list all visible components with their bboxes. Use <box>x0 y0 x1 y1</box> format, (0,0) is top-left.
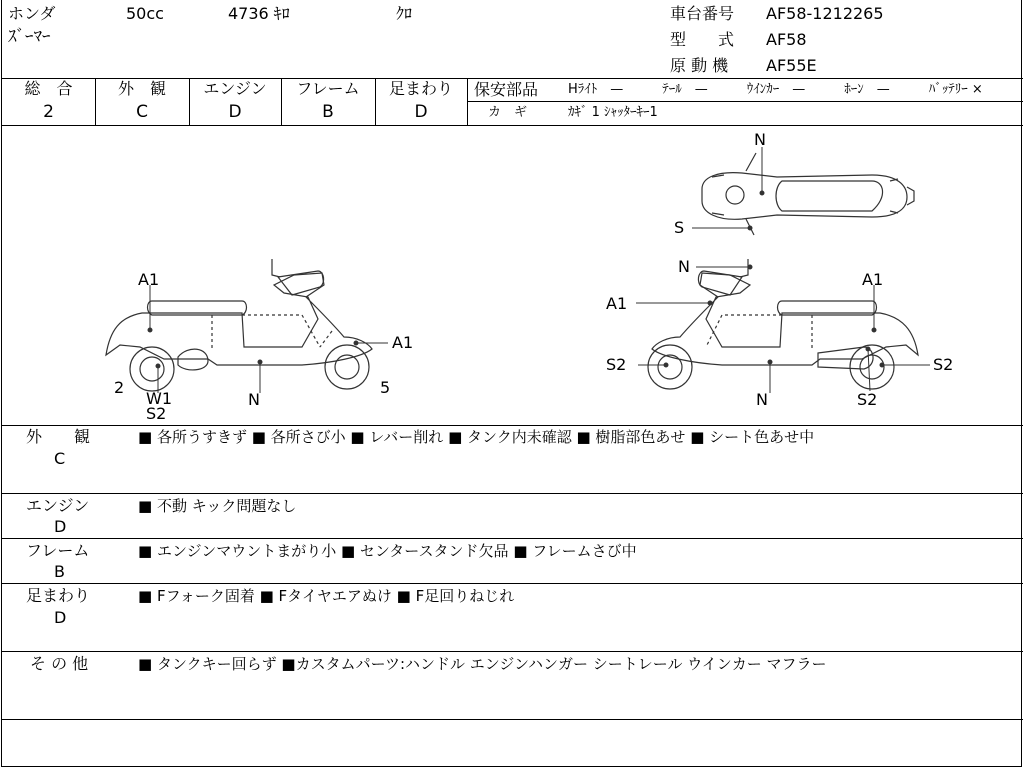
displacement: 50cc <box>126 4 164 23</box>
color: ｸﾛ <box>396 4 413 23</box>
divider <box>2 651 1023 652</box>
remark-text: ■ エンジンマウントまがり小 ■ センタースタンド欠品 ■ フレームさび中 <box>138 542 637 560</box>
remark-grade: D <box>54 608 67 627</box>
diagram-label: W1 <box>146 389 172 408</box>
remark-text: ■ 各所うすきず ■ 各所さび小 ■ レバー削れ ■ タンク内未確認 ■ 樹脂部色あせ ■ シート色あせ中 <box>138 428 815 446</box>
remark-label: 足まわり <box>26 586 91 605</box>
remark-label: 外 観 <box>26 427 91 446</box>
remark-text: ■ Fフォーク固着 ■ Fタイヤエアぬけ ■ F足回りねじれ <box>138 587 515 605</box>
divider <box>2 719 1023 720</box>
divider <box>2 425 1023 426</box>
frame-no-label: 車台番号 <box>670 4 735 23</box>
grade-value-exterior: C <box>136 102 148 122</box>
maker: ホンダ <box>8 4 56 23</box>
grade-value-frame: B <box>322 102 334 122</box>
diagram-label: S <box>674 218 685 237</box>
diagram-label: S2 <box>857 390 878 409</box>
safety-label: 保安部品 <box>474 80 539 99</box>
remark-grade: B <box>54 562 65 581</box>
top-view-scooter <box>702 153 914 235</box>
grade-label-exterior: 外 観 <box>117 79 166 98</box>
damage-diagram <box>2 125 1023 425</box>
grade-label-overall: 総 合 <box>24 79 73 98</box>
model-name: ｽﾞｰﾏｰ <box>8 27 51 47</box>
engine-value: AF55E <box>766 56 817 75</box>
type-value: AF58 <box>766 30 807 49</box>
remark-label: フレーム <box>26 541 90 560</box>
grade-label-suspension: 足まわり <box>388 79 453 98</box>
remark-text: ■ 不動 キック問題なし <box>138 497 297 515</box>
diagram-label: A1 <box>606 294 628 313</box>
diagram-label: S2 <box>146 404 167 423</box>
diagram-label: N <box>756 390 768 409</box>
grade-value-suspension: D <box>414 102 428 122</box>
diagram-label: N <box>248 390 260 409</box>
key-items: ｶｷﾞ 1 ｼｬｯﾀｰｷｰ1 <box>568 105 658 120</box>
key-label: カ ギ <box>488 105 528 120</box>
diagram-label: N <box>754 130 766 149</box>
grade-label-engine: エンジン <box>203 79 267 98</box>
divider <box>2 583 1023 584</box>
grade-value-engine: D <box>228 102 242 122</box>
engine-label: 原 動 機 <box>670 56 729 75</box>
diagram-label: S2 <box>606 355 627 374</box>
remark-label: そ の 他 <box>30 654 89 673</box>
remark-grade: D <box>54 517 67 536</box>
divider <box>467 101 1023 102</box>
frame-no: AF58-1212265 <box>766 4 884 23</box>
remark-grade: C <box>54 449 66 468</box>
divider <box>2 493 1023 494</box>
diagram-label: A1 <box>138 270 160 289</box>
diagram-label: S2 <box>933 355 954 374</box>
type-label: 型 式 <box>670 30 735 49</box>
remark-label: エンジン <box>26 496 90 515</box>
diagram-label: A1 <box>392 333 414 352</box>
inspection-sheet <box>1 0 1022 767</box>
mileage: 4736 ｷﾛ <box>228 4 290 23</box>
divider <box>2 538 1023 539</box>
diagram-label: 2 <box>114 378 125 397</box>
safety-items: Hﾗｲﾄ — ﾃｰﾙ — ｳｲﾝｶｰ — ﾎｰﾝ — ﾊﾞｯﾃﾘｰ × <box>568 82 983 97</box>
grade-label-frame: フレーム <box>296 79 360 98</box>
diagram-label: 5 <box>380 378 391 397</box>
grade-value-overall: 2 <box>43 102 54 122</box>
diagram-label: N <box>678 257 690 276</box>
diagram-label: A1 <box>862 270 884 289</box>
remark-text: ■ タンクキー回らず ■カスタムパーツ:ハンドル エンジンハンガー シートレール ウインカー マフラー <box>138 655 827 673</box>
